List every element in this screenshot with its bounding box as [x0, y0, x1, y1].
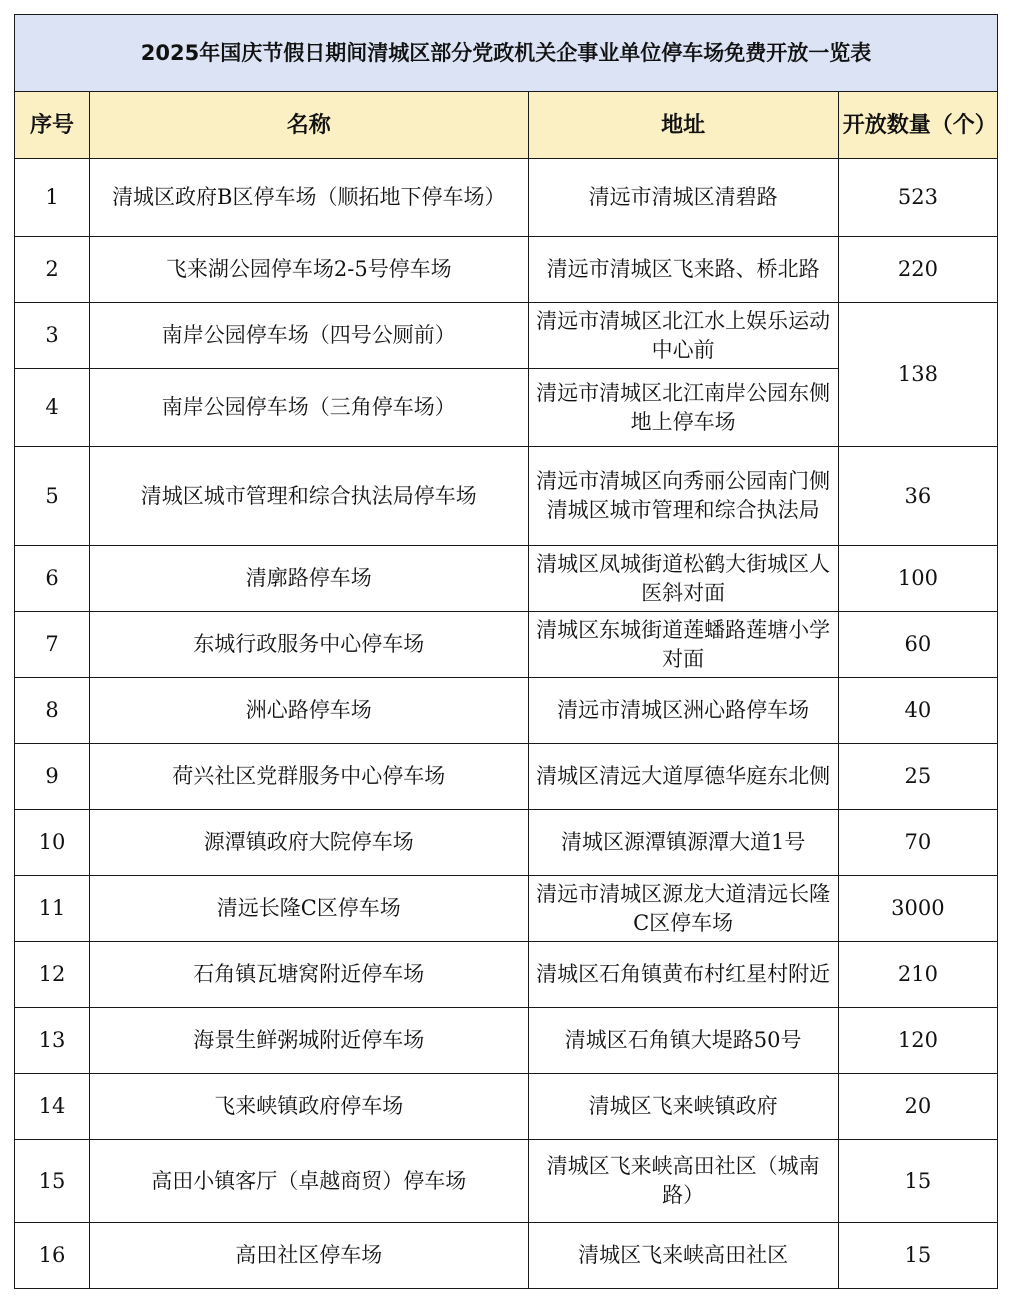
- parking-name: 海景生鲜粥城附近停车场: [90, 1008, 528, 1074]
- parking-address: 清城区飞来峡高田社区: [528, 1223, 838, 1289]
- parking-address: 清城区石角镇大堤路50号: [528, 1008, 838, 1074]
- parking-name: 南岸公园停车场（四号公厕前）: [90, 303, 528, 369]
- parking-count: 523: [838, 159, 997, 237]
- table-row: [15, 744, 998, 810]
- parking-count: 40: [838, 678, 997, 744]
- row-number: 11: [15, 876, 90, 942]
- table-row: [15, 810, 998, 876]
- row-number: 4: [15, 369, 90, 447]
- parking-address: 清城区飞来峡镇政府: [528, 1074, 838, 1140]
- parking-count: 15: [838, 1140, 997, 1223]
- table-row: [15, 678, 998, 744]
- row-number: 5: [15, 447, 90, 546]
- row-number: 9: [15, 744, 90, 810]
- table-row: [15, 1074, 998, 1140]
- table-row: [15, 612, 998, 678]
- header-row: [15, 92, 998, 159]
- parking-address: 清远市清城区清碧路: [528, 159, 838, 237]
- parking-count: 20: [838, 1074, 997, 1140]
- table-row: [15, 1140, 998, 1223]
- parking-address: 清城区清远大道厚德华庭东北侧: [528, 744, 838, 810]
- parking-name: 清廓路停车场: [90, 546, 528, 612]
- row-number: 8: [15, 678, 90, 744]
- parking-count: 138: [838, 303, 997, 447]
- row-number: 3: [15, 303, 90, 369]
- parking-name: 高田小镇客厅（卓越商贸）停车场: [90, 1140, 528, 1223]
- table-row: [15, 237, 998, 303]
- parking-address: 清城区源潭镇源潭大道1号: [528, 810, 838, 876]
- table-row: [15, 1223, 998, 1289]
- table-row: [15, 1008, 998, 1074]
- parking-name: 石角镇瓦塘窝附近停车场: [90, 942, 528, 1008]
- parking-count: 120: [838, 1008, 997, 1074]
- header-name: 名称: [90, 92, 528, 159]
- table-row: [15, 303, 998, 369]
- row-number: 10: [15, 810, 90, 876]
- parking-name: 清远长隆C区停车场: [90, 876, 528, 942]
- row-number: 15: [15, 1140, 90, 1223]
- parking-name: 荷兴社区党群服务中心停车场: [90, 744, 528, 810]
- parking-count: 60: [838, 612, 997, 678]
- row-number: 16: [15, 1223, 90, 1289]
- parking-address: 清城区凤城街道松鹤大街城区人医斜对面: [528, 546, 838, 612]
- table-row: [15, 876, 998, 942]
- row-number: 6: [15, 546, 90, 612]
- parking-count: 70: [838, 810, 997, 876]
- row-number: 2: [15, 237, 90, 303]
- parking-name: 东城行政服务中心停车场: [90, 612, 528, 678]
- header-address: 地址: [528, 92, 838, 159]
- row-number: 12: [15, 942, 90, 1008]
- parking-address: 清远市清城区飞来路、桥北路: [528, 237, 838, 303]
- table-row: [15, 447, 998, 546]
- parking-name: 飞来峡镇政府停车场: [90, 1074, 528, 1140]
- parking-count: 210: [838, 942, 997, 1008]
- table-row: [15, 942, 998, 1008]
- parking-address: 清城区飞来峡高田社区（城南路）: [528, 1140, 838, 1223]
- parking-address: 清远市清城区北江南岸公园东侧地上停车场: [528, 369, 838, 447]
- parking-name: 飞来湖公园停车场2-5号停车场: [90, 237, 528, 303]
- parking-address: 清远市清城区北江水上娱乐运动中心前: [528, 303, 838, 369]
- parking-name: 清城区政府B区停车场（顺拓地下停车场）: [90, 159, 528, 237]
- parking-count: 25: [838, 744, 997, 810]
- header-count: 开放数量（个）: [838, 92, 997, 159]
- parking-count: 220: [838, 237, 997, 303]
- parking-count: 15: [838, 1223, 997, 1289]
- parking-address: 清远市清城区源龙大道清远长隆C区停车场: [528, 876, 838, 942]
- parking-address: 清远市清城区向秀丽公园南门侧清城区城市管理和综合执法局: [528, 447, 838, 546]
- parking-address: 清城区东城街道莲蟠路莲塘小学对面: [528, 612, 838, 678]
- parking-name: 南岸公园停车场（三角停车场）: [90, 369, 528, 447]
- parking-name: 清城区城市管理和综合执法局停车场: [90, 447, 528, 546]
- parking-address: 清远市清城区洲心路停车场: [528, 678, 838, 744]
- parking-count: 3000: [838, 876, 997, 942]
- parking-count: 100: [838, 546, 997, 612]
- parking-count: 36: [838, 447, 997, 546]
- header-no: 序号: [15, 92, 90, 159]
- parking-table: [14, 14, 998, 1289]
- parking-name: 源潭镇政府大院停车场: [90, 810, 528, 876]
- table-row: [15, 159, 998, 237]
- parking-name: 洲心路停车场: [90, 678, 528, 744]
- row-number: 13: [15, 1008, 90, 1074]
- row-number: 14: [15, 1074, 90, 1140]
- parking-address: 清城区石角镇黄布村红星村附近: [528, 942, 838, 1008]
- table-row: [15, 546, 998, 612]
- row-number: 1: [15, 159, 90, 237]
- row-number: 7: [15, 612, 90, 678]
- table-title: 2025年国庆节假日期间清城区部分党政机关企事业单位停车场免费开放一览表: [15, 15, 998, 92]
- parking-name: 高田社区停车场: [90, 1223, 528, 1289]
